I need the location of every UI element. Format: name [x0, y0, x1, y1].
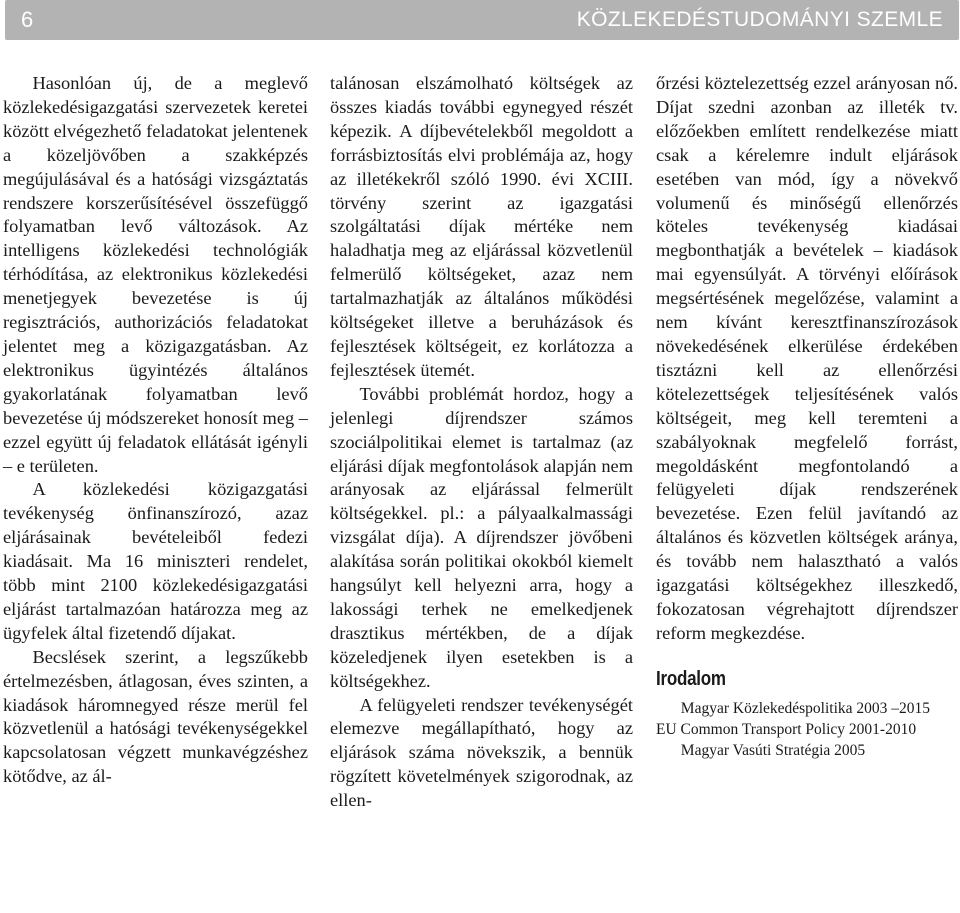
reference-item: Magyar Közlekedéspolitika 2003 –2015 — [680, 699, 931, 717]
paragraph: Becslések szerint, a legszűkebb értelmezésben, átlagosan, éves szinten, a kiadások háromnegyed része merül fel közvetlenül a hatósági tevékenységekkel kapcsolatosan végzett munkavégzéshez kötődve, az ál- — [3, 646, 308, 787]
paragraph: talánosan elszámolható költségek az összes kiadás további egynegyed részét képezik. A díjbevételekből megoldott a forrásbiztosítás elvi problémája az, hogy az illetékekről szóló 1990. évi XCIII. törvény szerint az igazgatási szolgáltatási díjak mértéke nem haladhatja meg az eljárással közvetlenül felmerülő költségeket, azaz nem tartalmazhatják az általános működési költségeket illetve a beruházások és fejlesztések költségeit, ez korlátozza a fejlesztések ütemét. — [330, 73, 633, 380]
page-number: 6 — [21, 7, 34, 32]
paragraph: A közlekedési közigazgatási tevékenység önfinanszírozó, azaz eljárásainak bevételeiből fedezi kiadásait. Ma 16 miniszteri rendelet, több mint 2100 közlekedésigazgatási eljárást tartalmazóan határozza meg az ügyfelek által fizetendő díjakat. — [3, 479, 308, 643]
journal-title: KÖZLEKEDÉSTUDOMÁNYI SZEMLE — [576, 8, 943, 31]
page-header — [5, 0, 959, 40]
paragraph: További problémát hordoz, hogy a jelenlegi díjrendszer számos szociálpolitikai elemet is tartalmaz (az eljárási díjak megfontolások alapján nem arányosak az eljárással felmerült költségekkel. pl.: a pályaalkalmassági vizsgálat díja). A díjrendszer jövőbeni alakítása során politikai okokból kiemelt hangsúlyt kell helyezni arra, hogy a lakossági terhek ne emelkedjenek drasztikus mértékben, de a díjak közeledjenek ilyen esetekben is a költségekhez. — [330, 383, 633, 691]
references-heading: Irodalom — [656, 667, 726, 690]
paragraph: A felügyeleti rendszer tevékenységét elemezve megállapítható, hogy az eljárások száma növekszik, a bennük rögzített követelmények szigorodnak, az ellen- — [330, 694, 633, 811]
reference-item: EU Common Transport Policy 2001-2010 — [656, 720, 917, 738]
text-column-right — [656, 72, 958, 761]
text-column-middle — [330, 72, 633, 813]
reference-item: Magyar Vasúti Stratégia 2005 — [680, 741, 866, 759]
paragraph: Hasonlóan új, de a meglevő közlekedésigazgatási szervezetek keretei között elvégezhető feladatokat jelentenek a közeljövőben a szakképzés megújulásával és a hatósági vizsgáztatás rendszere korszerűsítésével összefüggő folyamatban levő változások. Az intelligens közlekedési technológiák térhódítása, az elektronikus közlekedési menetjegyek bevezetése is új regisztrációs, authorizációs feladatokat jelentet meg a közigazgatásban. Az elektronikus ügyintézés általános gyakorlatának folyamatban levő bevezetése új módszereket honosít meg – ezzel együtt új feladatok ellátását igényli – e területen. — [3, 73, 308, 476]
text-column-left — [3, 72, 308, 789]
paragraph: őrzési köztelezettség ezzel arányosan nő. Díjat szedni azonban az illeték tv. előzőekben említett rendelkezése miatt csak a kérelemre indult eljárások esetében van mód, így a növekvő volumenű és minőségű ellenőrzés köteles tevékenység kiadásai megbonthatják a bevételek – kiadások mai egyensúlyát. A törvényi előírások megsértésének megelőzése, valamint a nem kívánt keresztfinanszírozások növekedésének elkerülése érdekében tisztázni kell az ellenőrzési kötelezettségek teljesítésének valós költségeit, meg kell teremteni a szabályoknak megfelelő forrást, megoldásként megfontolandó a felügyeleti díjak rendszerének bevezetése. Ezen felül javítandó az általános és közvetlen költségek aránya, és tovább nem halasztható a valós igazgatási költségekhez illeszkedő, fokozatosan végrehajtott díjrendszer reform megkezdése. — [656, 73, 958, 643]
